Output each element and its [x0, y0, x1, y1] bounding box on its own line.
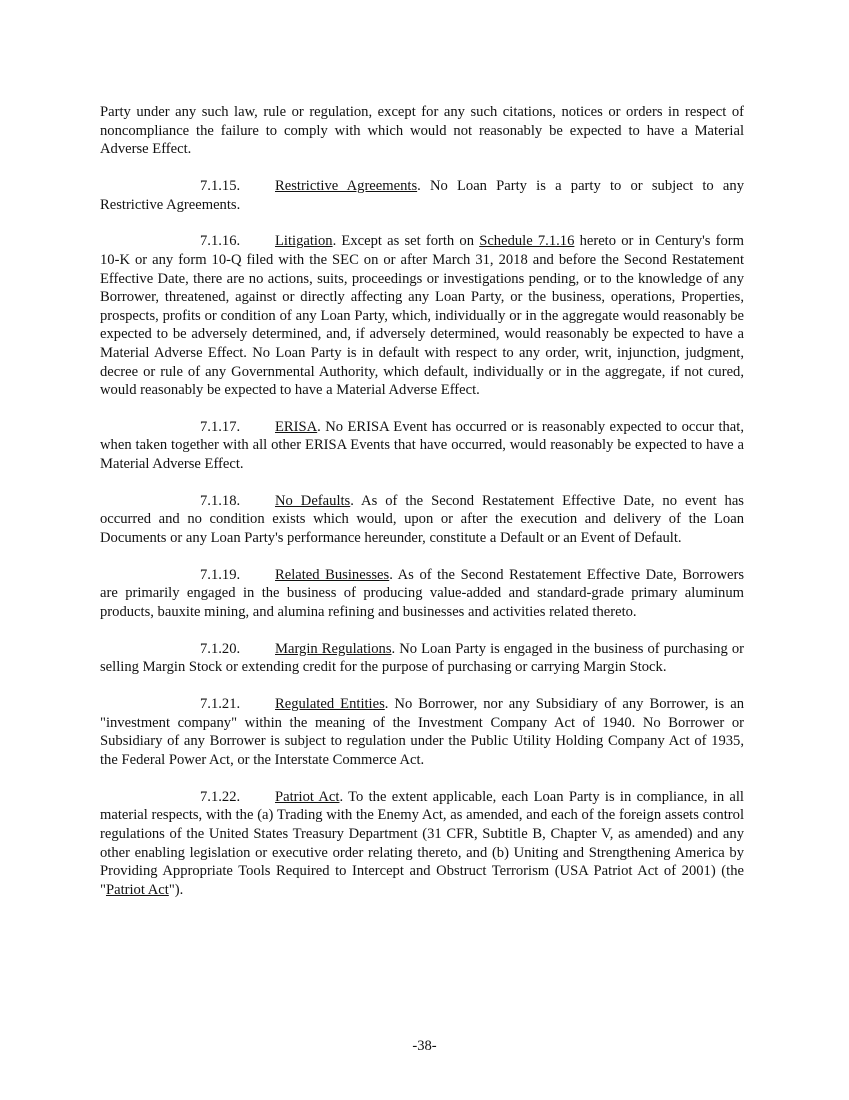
section-heading: Related Businesses — [275, 566, 390, 583]
section-text: . No Borrower, nor any Subsidiary of any Borrower, is an "investment company" within the meaning of the Investment Company Act of 1940. No Borrower or Subsidiary of any Borrower is subject to regulation under the Public Utility Holding Company Act of 1935, the Federal Power Act, or the Interstate Commerce Act. — [100, 696, 744, 768]
section-7-1-18 — [100, 492, 744, 548]
section-text: . No Loan Party is engaged in the business of purchasing or selling Margin Stock or extending credit for the purpose of purchasing or carrying Margin Stock. — [100, 640, 744, 676]
section-number: 7.1.17. — [200, 418, 241, 435]
section-heading: Litigation — [275, 233, 333, 250]
section-text: . No Loan Party is a party to or subject to any Restrictive Agreements. — [100, 177, 744, 213]
section-7-1-16 — [100, 232, 744, 399]
section-heading: Margin Regulations — [275, 640, 392, 657]
section-number: 7.1.22. — [200, 788, 241, 805]
section-text: "). — [168, 881, 184, 898]
section-7-1-20 — [100, 640, 744, 677]
defined-term: Patriot Act — [105, 881, 169, 898]
section-number: 7.1.21. — [200, 696, 241, 713]
section-7-1-21 — [100, 695, 744, 769]
document-body — [100, 103, 744, 917]
schedule-reference: Schedule 7.1.16 — [479, 233, 575, 250]
section-number: 7.1.19. — [200, 566, 241, 583]
section-text: . As of the Second Restatement Effective Date, Borrowers are primarily engaged in the business of producing value-added and standard-grade primary aluminum products, bauxite mining, and alumina refining and businesses and activities related thereto. — [100, 566, 745, 620]
section-text: hereto or in Century's form 10-K or any form 10-Q filed with the SEC on or after March 31, 2018 and before the Second Restatement Effective Date, there are no actions, suits, proceedings or investigations pending, or to the knowledge of any Borrower, threatened, against or directly affecting any Loan Party, or the business, operations, Properties, prospects, profits or condition of any Loan Party, which, individually or in the aggregate would reasonably be expected to be adversely determined, and, if adversely determined, would reasonably be expected to have a Material Adverse Effect. No Loan Party is in default with respect to any order, writ, injunction, judgment, decree or rule of any Governmental Authority, which default, individually or in the aggregate, if not cured, would reasonably be expected to have a Material Adverse Effect. — [100, 233, 744, 399]
intro-paragraph: Party under any such law, rule or regulation, except for any such citations, notices or orders in respect of noncompliance the failure to comply with which would not reasonably be expected to have a Material Adverse Effect. — [100, 104, 744, 158]
page-number: -38- — [412, 1038, 437, 1054]
section-text: . As of the Second Restatement Effective Date, no event has occurred and no condition exists which would, upon or after the execution and delivery of the Loan Documents or any Loan Party's performance hereunder, constitute a Default or an Event of Default. — [100, 492, 744, 547]
section-7-1-15 — [100, 177, 744, 214]
section-heading: ERISA — [275, 418, 318, 435]
section-number: 7.1.20. — [200, 640, 241, 657]
section-7-1-19 — [100, 566, 744, 622]
section-7-1-17 — [100, 418, 744, 474]
section-number: 7.1.16. — [200, 233, 241, 250]
section-7-1-22 — [100, 788, 744, 900]
section-number: 7.1.18. — [200, 492, 241, 509]
section-number: 7.1.15. — [200, 177, 241, 194]
section-text: . Except as set forth on — [332, 233, 480, 250]
section-heading: Restrictive Agreements — [275, 177, 418, 194]
section-text: . To the extent applicable, each Loan Party is in compliance, in all material respects, with the (a) Trading with the Enemy Act, as amended, and each of the foreign assets control regulations of the United States Treasury Department (31 CFR, Subtitle B, Chapter V, as amended) and any other enabling legislation or executive order relating thereto, and (b) Uniting and Strengthening America by Providing Appropriate Tools Required to Intercept and Obstruct Terrorism (USA Patriot Act of 2001) (the " — [100, 788, 744, 898]
section-heading: Patriot Act — [275, 788, 340, 805]
section-text: . No ERISA Event has occurred or is reasonably expected to occur that, when taken together with all other ERISA Events that have occurred, would reasonably be expected to have a Material Adverse Effect. — [100, 418, 744, 473]
section-heading: No Defaults — [275, 492, 351, 509]
section-heading: Regulated Entities — [275, 696, 385, 713]
